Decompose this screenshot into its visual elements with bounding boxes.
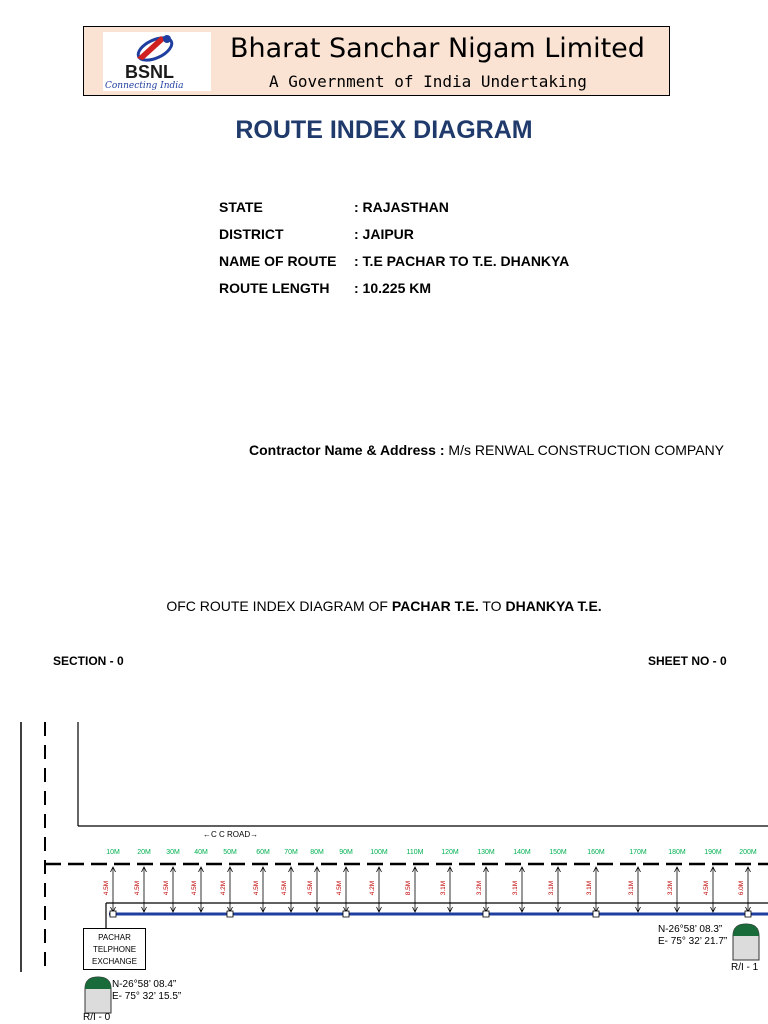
joint-marker: [110, 911, 116, 917]
offset-label: 4.5M: [281, 880, 288, 896]
info-value: : 10.225 KM: [354, 280, 432, 296]
start-marker-label: R/I - 0: [83, 1012, 111, 1023]
offset-label: 4.2M: [220, 880, 227, 896]
offset-arrow: [111, 867, 116, 912]
info-value: : JAIPUR: [354, 226, 414, 242]
distance-label: 50M: [223, 849, 237, 856]
offset-arrow: [594, 867, 599, 912]
offset-arrow: [746, 867, 751, 912]
distance-label: 110M: [406, 849, 424, 856]
offset-label: 6.0M: [738, 880, 745, 896]
info-label: ROUTE LENGTH: [219, 280, 330, 296]
exchange-box: [83, 928, 146, 970]
sheet-label: SHEET NO - 0: [648, 654, 727, 668]
exchange-label-line: EXCHANGE: [92, 957, 137, 966]
joint-marker: [593, 911, 599, 917]
distance-label: 160M: [587, 849, 605, 856]
info-row-state: [219, 199, 449, 215]
distance-label: 170M: [629, 849, 647, 856]
offset-label: 4.5M: [103, 880, 110, 896]
offset-arrow: [142, 867, 147, 912]
info-row-route-length: [219, 280, 431, 296]
offset-arrow: [484, 867, 489, 912]
offset-label: 3.2M: [476, 880, 483, 896]
end-coordinates: [658, 924, 727, 948]
offset-arrow: [199, 867, 204, 912]
offset-arrow: [228, 867, 233, 912]
ofc-diagram-title: [0, 598, 768, 614]
page-title: ROUTE INDEX DIAGRAM: [235, 116, 533, 144]
route-marker-end-icon: [731, 922, 761, 962]
start-coordinates: [112, 979, 181, 1003]
contractor-label: Contractor Name & Address :: [249, 442, 445, 458]
offset-arrow: [448, 867, 453, 912]
route-marker-start-icon: [83, 975, 113, 1015]
exchange-label-line: PACHAR: [98, 933, 131, 942]
contractor-line: [249, 442, 724, 458]
info-label: DISTRICT: [219, 226, 284, 242]
road-label: ←C C ROAD→: [203, 830, 259, 839]
offset-label: 4.5M: [336, 880, 343, 896]
distance-label: 10M: [106, 849, 120, 856]
offset-label: 3.1M: [440, 880, 447, 896]
offset-arrow: [675, 867, 680, 912]
distance-label: 180M: [668, 849, 686, 856]
end-north: N-26°58’ 08.3”: [658, 924, 723, 935]
ofc-title-mid: TO: [478, 598, 506, 614]
info-label: NAME OF ROUTE: [219, 253, 337, 269]
offset-arrows: [111, 867, 751, 912]
offset-label: 4.5M: [253, 880, 260, 896]
org-subtitle: A Government of India Undertaking: [269, 72, 587, 91]
contractor-value: M/s RENWAL CONSTRUCTION COMPANY: [448, 442, 725, 458]
offset-arrow: [413, 867, 418, 912]
offset-arrow: [171, 867, 176, 912]
logo-text: BSNL: [125, 62, 174, 82]
distance-label: 70M: [284, 849, 298, 856]
ofc-title-to: DHANKYA T.E.: [505, 598, 602, 614]
end-east: E- 75° 32’ 21.7”: [658, 936, 728, 947]
info-row-route-name: [219, 253, 569, 269]
offset-label: 4.5M: [307, 880, 314, 896]
org-name: Bharat Sanchar Nigam Limited: [230, 33, 645, 64]
logo-tagline: Connecting India: [105, 81, 184, 91]
offset-arrow: [520, 867, 525, 912]
offset-arrow: [636, 867, 641, 912]
distance-labels: [106, 849, 757, 856]
offset-arrow: [315, 867, 320, 912]
offset-label: 4.5M: [703, 880, 710, 896]
offset-arrow: [377, 867, 382, 912]
joint-marker: [227, 911, 233, 917]
distance-label: 80M: [310, 849, 324, 856]
offset-arrow: [711, 867, 716, 912]
offset-label: 3.1M: [628, 880, 635, 896]
distance-label: 40M: [194, 849, 208, 856]
section-label: SECTION - 0: [53, 654, 124, 668]
route-diagram: [0, 700, 768, 1024]
info-value: : T.E PACHAR TO T.E. DHANKYA: [354, 253, 570, 269]
distance-label: 200M: [739, 849, 757, 856]
distance-label: 120M: [441, 849, 459, 856]
info-row-district: [219, 226, 414, 242]
info-label: STATE: [219, 199, 263, 215]
distance-label: 20M: [137, 849, 151, 856]
offset-label: 8.5M: [405, 880, 412, 896]
offset-label: 3.1M: [586, 880, 593, 896]
distance-label: 90M: [339, 849, 353, 856]
ofc-title-from: PACHAR T.E.: [391, 598, 479, 614]
distance-label: 190M: [704, 849, 722, 856]
info-value: : RAJASTHAN: [354, 199, 449, 215]
offset-arrow: [556, 867, 561, 912]
offset-arrow: [344, 867, 349, 912]
offset-label: 3.1M: [548, 880, 555, 896]
distance-label: 150M: [549, 849, 567, 856]
offset-arrow: [289, 867, 294, 912]
distance-label: 60M: [256, 849, 270, 856]
offset-label: 4.5M: [134, 880, 141, 896]
offset-arrow: [261, 867, 266, 912]
offset-label: 3.1M: [512, 880, 519, 896]
distance-label: 30M: [166, 849, 180, 856]
joint-marker: [483, 911, 489, 917]
joint-marker: [343, 911, 349, 917]
start-east: E- 75° 32’ 15.5”: [112, 991, 182, 1002]
offset-label: 4.2M: [369, 880, 376, 896]
ofc-title-prefix: OFC ROUTE INDEX DIAGRAM OF: [166, 598, 392, 614]
bsnl-logo: [103, 32, 211, 91]
start-north: N-26°58’ 08.4”: [112, 979, 177, 990]
offset-labels: [103, 881, 745, 895]
distance-label: 140M: [513, 849, 531, 856]
distance-label: 130M: [477, 849, 495, 856]
joint-marker: [745, 911, 751, 917]
distance-label: 100M: [370, 849, 388, 856]
offset-label: 3.2M: [667, 880, 674, 896]
exchange-label-line: TELPHONE: [92, 945, 137, 954]
end-marker-label: R/I - 1: [731, 962, 759, 973]
header-banner: [83, 26, 670, 96]
offset-label: 4.5M: [191, 880, 198, 896]
offset-label: 4.5M: [163, 880, 170, 896]
